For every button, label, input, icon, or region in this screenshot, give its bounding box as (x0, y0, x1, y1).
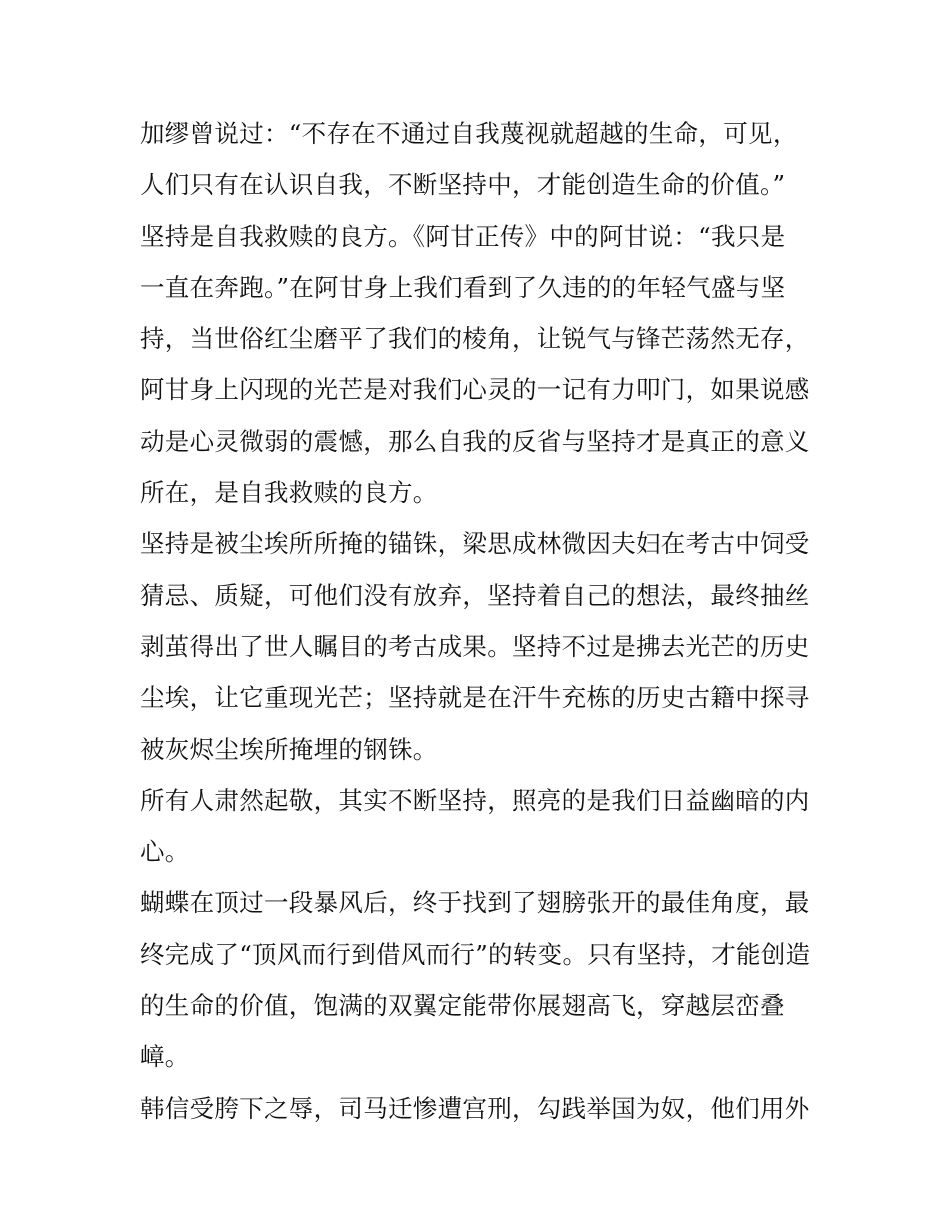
text-line: 终完成了“顶风而行到借风而行”的转变。只有坚持，才能创造 (140, 939, 811, 969)
text-line: 加缪曾说过：“不存在不通过自我蔑视就超越的生命，可见， (140, 119, 798, 148)
text-line: 被灰烬尘埃所掩埋的钢铢。 (140, 734, 438, 764)
document-body (140, 108, 820, 1134)
text-line: 嶂。 (140, 1042, 190, 1072)
text-line: 一直在奔跑。”在阿甘身上我们看到了久违的的年轻气盛与坚 (140, 272, 786, 302)
text-line: 蝴蝶在顶过一段暴风后，终于找到了翅膀张开的最佳角度，最 (140, 888, 810, 918)
text-line: 猜忌、质疑，可他们没有放弃，坚持着自己的想法，最终抽丝 (140, 580, 810, 610)
text-line: 坚持是被尘埃所所掩的锚铢，梁思成林微因夫妇在考古中饲受 (140, 529, 810, 559)
text-line: 心。 (140, 837, 190, 867)
text-line: 持，当世俗红尘磨平了我们的棱角，让锐气与锋芒荡然无存， (140, 324, 810, 354)
text-line: 所在，是自我救赎的良方。 (140, 478, 438, 508)
text-line: 人们只有在认识自我，不断坚持中，才能创造生命的价值。” (140, 170, 786, 200)
text-line: 尘埃，让它重现光芒；坚持就是在汗牛充栋的历史古籍中探寻 (140, 683, 810, 713)
text-line: 剥茧得出了世人瞩目的考古成果。坚持不过是拂去光芒的历史 (140, 631, 810, 661)
text-line: 坚持是自我救赎的良方。《阿甘正传》中的阿甘说：“我只是 (140, 221, 786, 251)
text-line: 的生命的价值，饱满的双翼定能带你展翅高飞，穿越层峦叠 (140, 991, 785, 1021)
text-line: 所有人肃然起敬，其实不断坚持，照亮的是我们日益幽暗的内 (140, 785, 810, 815)
text-line: 动是心灵微弱的震憾，那么自我的反省与坚持才是真正的意义 (140, 426, 810, 456)
text-line: 韩信受胯下之辱，司马迁惨遭宫刑，勾践举国为奴，他们用外 (140, 1093, 810, 1123)
text-line: 阿甘身上闪现的光芒是对我们心灵的一记有力叩门，如果说感 (140, 375, 810, 405)
